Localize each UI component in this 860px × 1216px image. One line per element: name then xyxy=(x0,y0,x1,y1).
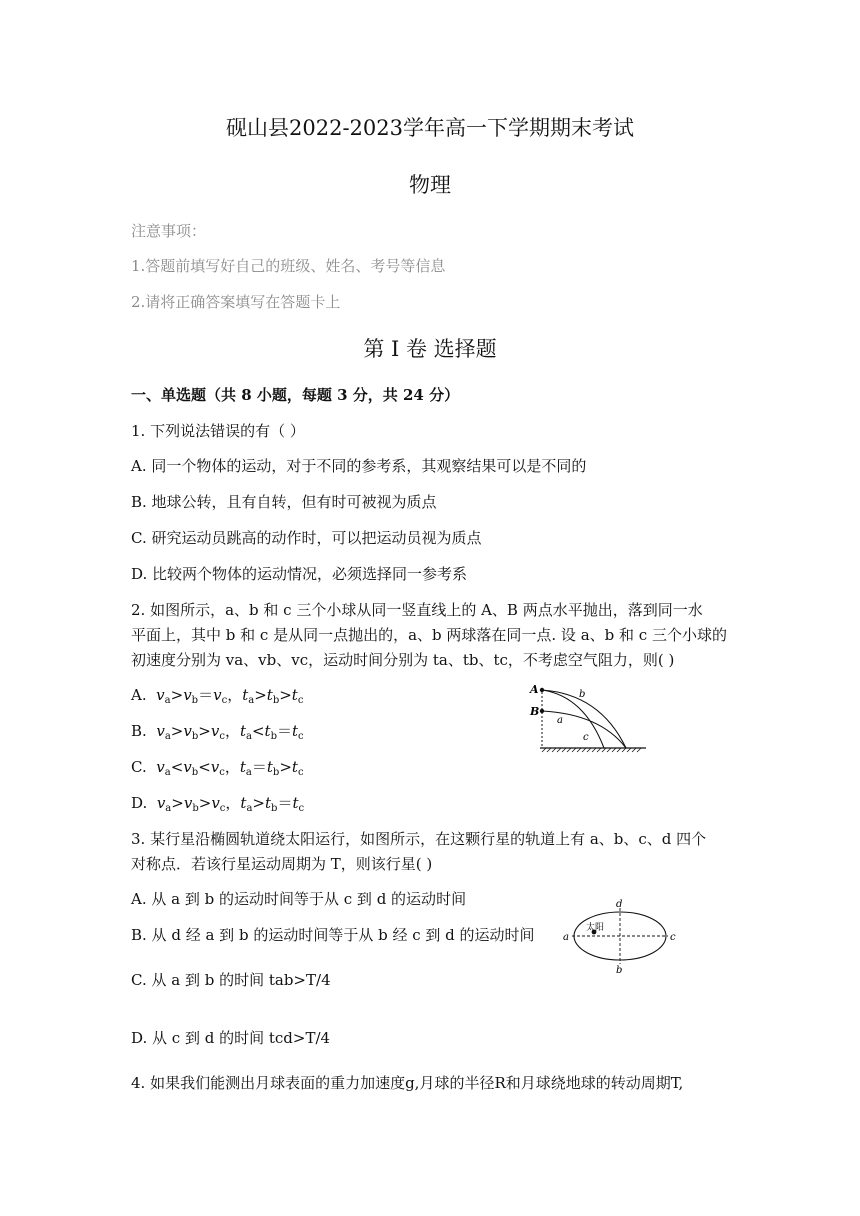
part-heading: 一、单选题（共 8 小题，每题 3 分，共 24 分） xyxy=(131,386,460,404)
q4-stem: 4. 如果我们能测出月球表面的重力加速度g,月球的半径R和月球绕地球的转动周期T, xyxy=(131,1074,684,1092)
label-point-b: b xyxy=(616,965,623,974)
label-curve-a: a xyxy=(557,715,563,726)
q2-stem-line-2: 平面上，其中 b 和 c 是从同一点抛出的，a、b 两球落在同一点. 设 a、b 和 c 三个小球的 xyxy=(131,626,727,644)
q1-option-d: D. 比较两个物体的运动情况，必须选择同一参考系 xyxy=(131,565,468,583)
label-sun: 太阳 xyxy=(586,923,605,933)
q1-option-a: A. 同一个物体的运动，对于不同的参考系，其观察结果可以是不同的 xyxy=(131,457,587,475)
notice-heading: 注意事项： xyxy=(131,222,207,240)
q2-option-a: A. $v_a>v_b=v_c$，$t_a>t_b>t_c$ xyxy=(131,686,304,706)
label-curve-b: b xyxy=(579,689,586,700)
q2-projectile-figure xyxy=(522,680,648,760)
label-curve-c: c xyxy=(583,732,589,743)
q3-orbit-figure xyxy=(560,898,680,974)
section-title: 第 I 卷 选择题 xyxy=(363,337,497,361)
q2-option-d: D. $v_a>v_b>v_c$，$t_a>t_b=t_c$ xyxy=(131,794,305,814)
q2-option-b: B. $v_a>v_b>v_c$，$t_a<t_b=t_c$ xyxy=(131,722,304,742)
q1-stem: 1. 下列说法错误的有（ ） xyxy=(131,422,305,440)
notice-item-2: 2.请将正确答案填写在答题卡上 xyxy=(131,293,341,311)
exam-title: 砚山县2022-2023学年高一下学期期末考试 xyxy=(226,116,634,140)
q2-stem-line-3: 初速度分别为 va、vb、vc，运动时间分别为 ta、tb、tc，不考虑空气阻力，则( ) xyxy=(131,651,675,669)
label-point-c: c xyxy=(670,932,676,943)
q2-option-c: C. $v_a<v_b<v_c$，$t_a=t_b>t_c$ xyxy=(131,758,304,778)
q1-option-b: B. 地球公转，且有自转，但有时可被视为质点 xyxy=(131,493,437,511)
label-point-a: A xyxy=(530,683,539,696)
q3-option-c: C. 从 a 到 b 的时间 tab>T/4 xyxy=(131,971,331,989)
notice-item-1: 1.答题前填写好自己的班级、姓名、考号等信息 xyxy=(131,257,446,275)
q2-stem-line-1: 2. 如图所示，a、b 和 c 三个小球从同一竖直线上的 A、B 两点水平抛出，落到同一水 xyxy=(131,601,703,619)
point-a-dot xyxy=(540,688,544,692)
subject-title: 物理 xyxy=(409,173,451,197)
q3-option-b: B. 从 d 经 a 到 b 的运动时间等于从 b 经 c 到 d 的运动时间 xyxy=(131,926,535,944)
label-point-d: d xyxy=(616,899,623,910)
q3-stem-line-2: 对称点．若该行星运动周期为 T，则该行星( ) xyxy=(131,855,433,873)
q3-option-d: D. 从 c 到 d 的时间 tcd>T/4 xyxy=(131,1029,331,1047)
label-point-b: B xyxy=(530,705,540,718)
q3-option-a: A. 从 a 到 b 的运动时间等于从 c 到 d 的运动时间 xyxy=(131,890,467,908)
q1-option-c: C. 研究运动员跳高的动作时，可以把运动员视为质点 xyxy=(131,529,482,547)
point-b-dot xyxy=(540,709,544,713)
trajectory-c xyxy=(542,690,604,748)
label-point-a: a xyxy=(563,932,569,943)
q3-stem-line-1: 3. 某行星沿椭圆轨道绕太阳运行，如图所示，在这颗行星的轨道上有 a、b、c、d 四个 xyxy=(131,830,707,848)
